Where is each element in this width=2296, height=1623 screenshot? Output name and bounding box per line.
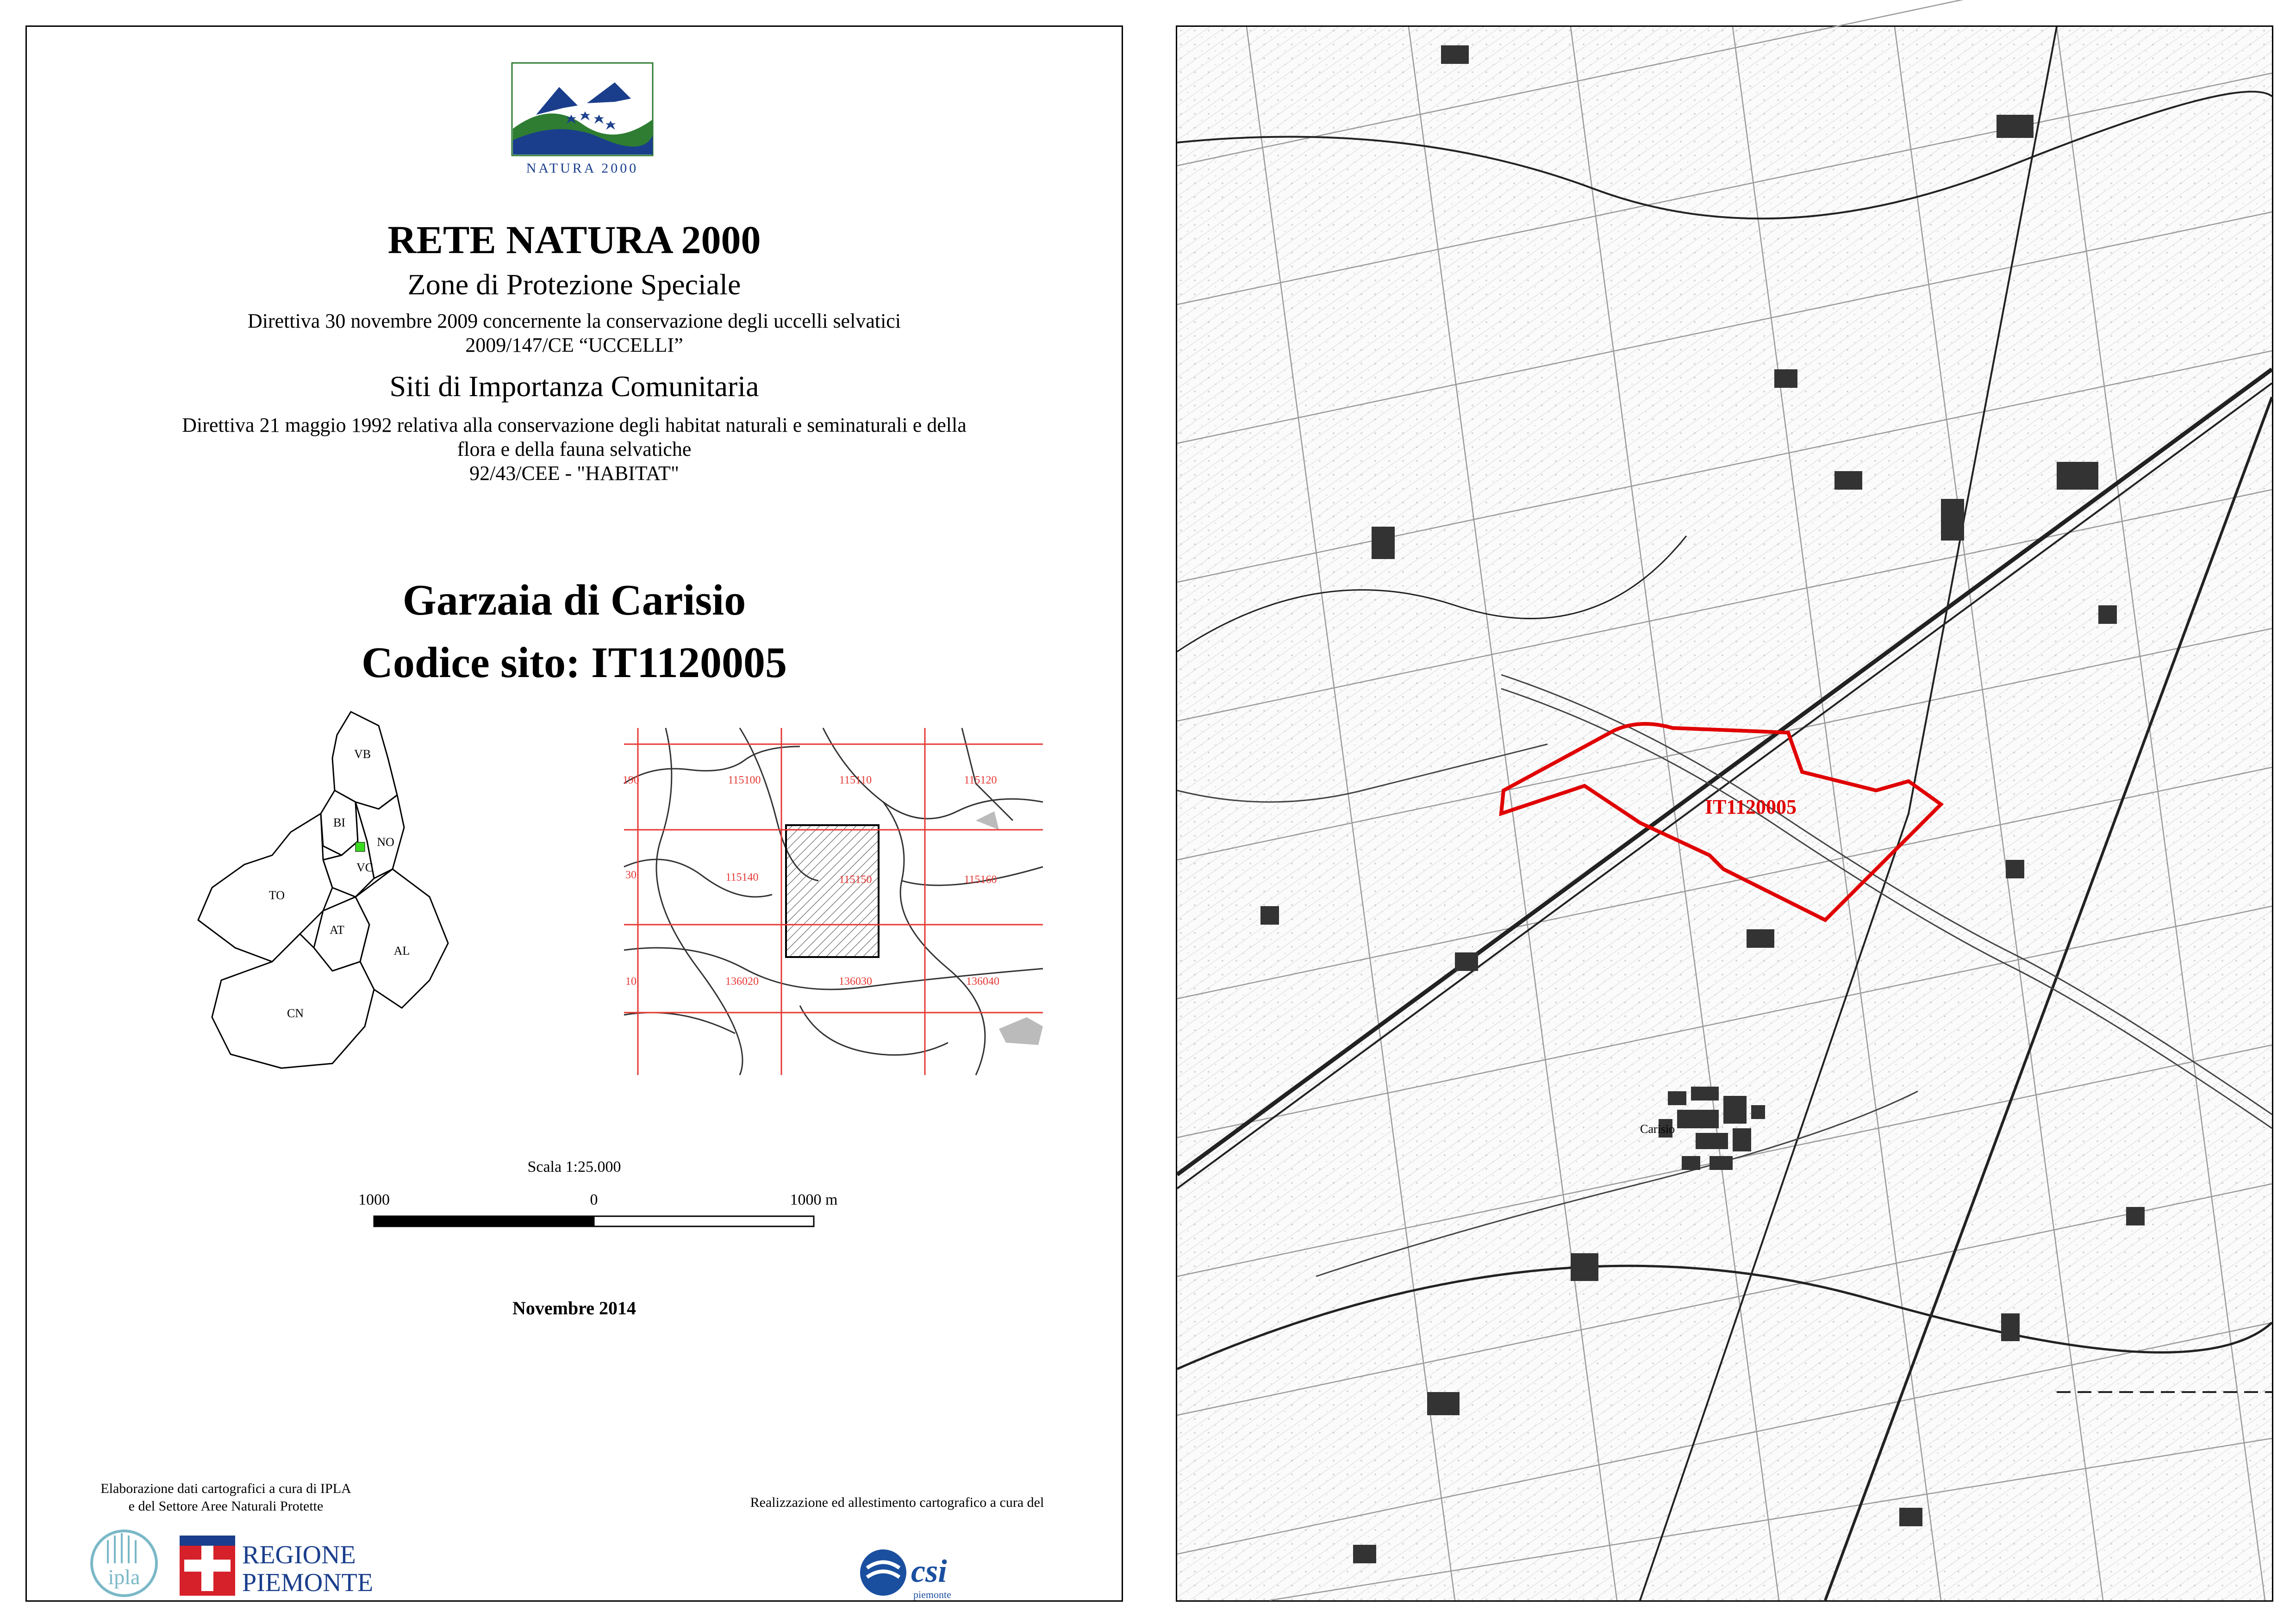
town-label-carisio: Carisio [1640,1122,1675,1136]
province-label-at: AT [330,923,344,937]
site-tile-highlight [786,825,879,957]
site-marker [356,842,365,852]
scale-label: Scala 1:25.000 [527,1158,621,1175]
sic-directive-line-3: 92/43/CEE - "HABITAT" [469,462,679,485]
ipla-credit [64,1480,388,1515]
zps-heading: Zone di Protezione Speciale [407,268,741,301]
province-label-al: AL [393,944,410,958]
scale-right-label: 1000 m [790,1191,838,1208]
csi-logo-subtext: piemonte [913,1589,951,1600]
scale-bar [346,1184,838,1244]
page-title: RETE NATURA 2000 [387,218,761,262]
ipla-logo [82,1526,166,1600]
legend-panel [25,25,1123,1602]
tile-label-136040: 136040 [966,976,999,988]
csi-logo-text: csi [911,1554,947,1589]
province-label-vc: VC [356,861,374,874]
csi-credit: Realizzazione ed allestimento cartografico a cura del [750,1495,1044,1510]
sic-directive-line-2: flora e della fauna selvatiche [457,438,692,460]
natura-2000-logo [508,59,656,184]
province-label-no: NO [377,835,394,849]
tile-label-115160: 115160 [964,874,997,886]
publication-date: Novembre 2014 [512,1298,636,1318]
regione-logo-line-2: PIEMONTE [242,1568,374,1597]
sic-directive [27,413,1122,485]
province-to [198,814,332,962]
grid-edge-label-190: 190 [623,774,639,786]
sic-directive-line-1: Direttiva 21 maggio 1992 relativa alla conservazione degli habitat naturali e seminaturali e della [182,414,967,436]
grid-edge-label-30: 30 [625,869,636,881]
csi-piemonte-logo [851,1540,990,1605]
site-name: Garzaia di Carisio [402,576,746,624]
tile-label-115150: 115150 [839,874,872,886]
regione-logo-line-1: REGIONE [242,1541,356,1569]
tile-label-115120: 115120 [964,774,997,786]
zps-directive [27,309,1122,357]
piemonte-locator-map [180,703,494,1082]
scale-mid-label: 0 [590,1191,598,1208]
tile-label-115100: 115100 [728,774,761,786]
sic-site-label: IT1120005 [1705,796,1797,818]
ipla-logo-text: ipla [108,1565,140,1589]
tile-label-136020: 136020 [725,976,759,988]
sic-heading: Siti di Importanza Comunitaria [389,370,759,403]
grid-edge-label-10: 10 [625,976,636,988]
topographic-map[interactable] [1177,27,2272,1600]
province-label-vb: VB [354,747,371,761]
site-code: Codice sito: IT1120005 [361,639,787,687]
zps-directive-line-1: Direttiva 30 novembre 2009 concernente la conservazione degli uccelli selvatici [247,310,901,332]
ipla-credit-line-2: e del Settore Aree Naturali Protette [128,1499,324,1514]
tile-label-115110: 115110 [839,774,872,786]
scale-left-label: 1000 [358,1191,390,1208]
tile-label-136030: 136030 [839,976,872,988]
province-label-cn: CN [287,1007,304,1020]
logo-caption: NATURA 2000 [526,161,639,176]
regione-piemonte-logo [177,1529,372,1603]
province-label-bi: BI [333,816,345,829]
province-label-to: TO [268,889,285,902]
tile-label-115140: 115140 [725,871,759,883]
ipla-credit-line-1: Elaborazione dati cartografici a cura di IPLA [100,1481,351,1496]
ctr-tile-grid-map [624,728,1043,1075]
topographic-map-panel[interactable] [1176,25,2273,1602]
zps-directive-line-2: 2009/147/CE “UCCELLI” [465,334,683,356]
